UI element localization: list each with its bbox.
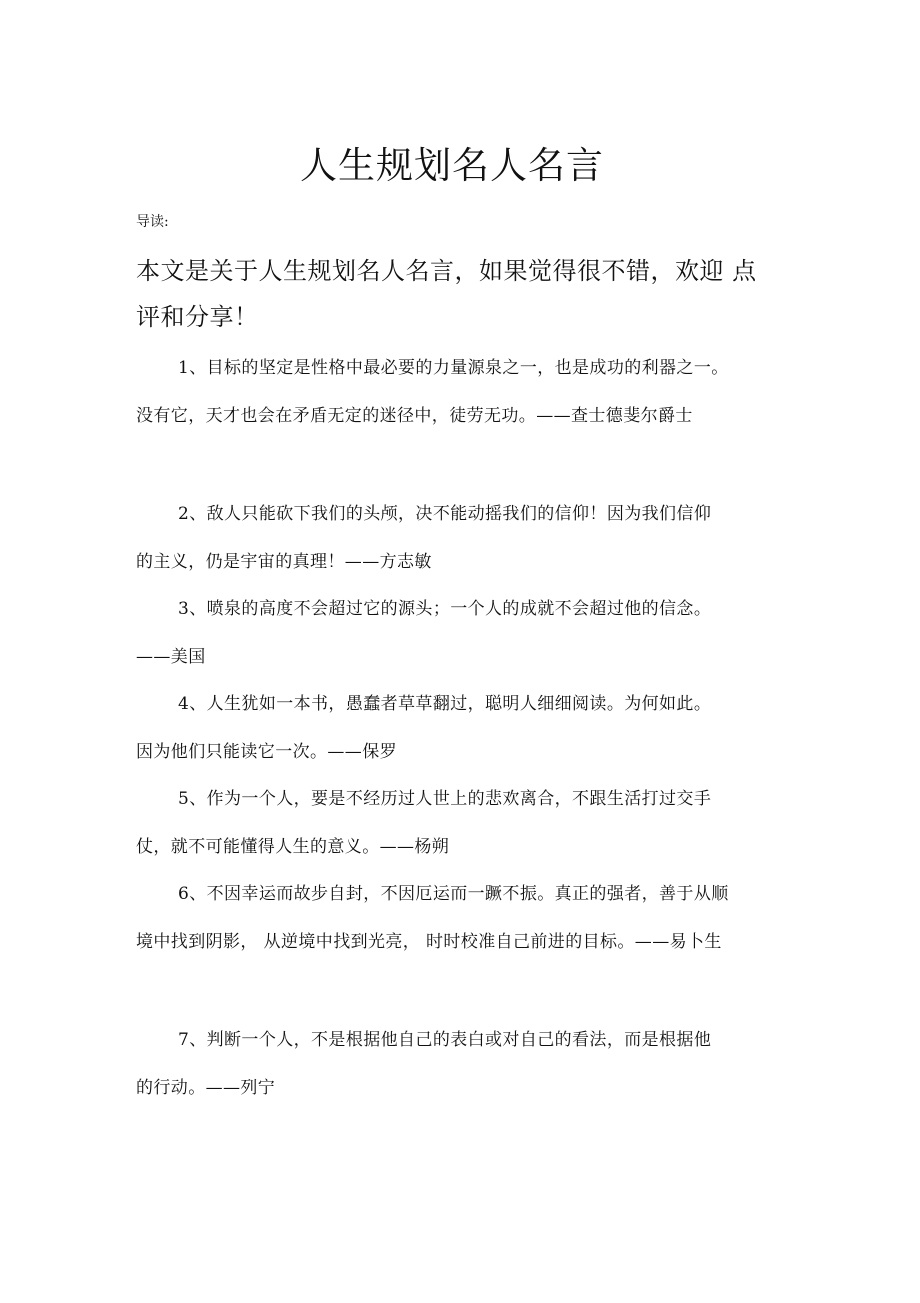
- page-title: 人生规划名人名言: [300, 144, 604, 187]
- quote-item: 3、喷泉的高度不会超过它的源头；一个人的成就不会超过他的信念。——美国: [136, 599, 712, 667]
- quote-item: 4、人生犹如一本书，愚蠢者草草翻过，聪明人细细阅读。为何如此。因为他们只能读它一次。——保罗: [136, 694, 712, 762]
- quote-item: 7、判断一个人，不是根据他自己的表白或对自己的看法，而是根据他的行动。——列宁: [136, 1030, 712, 1098]
- lead-label: 导读:: [136, 214, 169, 230]
- quote-item: 1、目标的坚定是性格中最必要的力量源泉之一，也是成功的利器之一。 没有它，天才也会在矛盾无定的迷径中，徒劳无功。——查士德斐尔爵士: [136, 358, 729, 426]
- quote-item: 6、不因幸运而故步自封，不因厄运而一蹶不振。真正的强者，善于从顺境中找到阴影， 从逆境中找到光亮， 时时校准自己前进的目标。——易卜生: [136, 884, 729, 952]
- intro-paragraph: 本文是关于人生规划名人名言，如果觉得很不错，欢迎 点评和分享！: [136, 257, 757, 331]
- quote-item: 5、作为一个人，要是不经历过人世上的悲欢离合，不跟生活打过交手仗，就不可能懂得人生的意义。——杨朔: [136, 789, 712, 857]
- quote-item: 2、敌人只能砍下我们的头颅，决不能动摇我们的信仰！因为我们信仰的主义，仍是宇宙的真理！——方志敏: [136, 504, 712, 572]
